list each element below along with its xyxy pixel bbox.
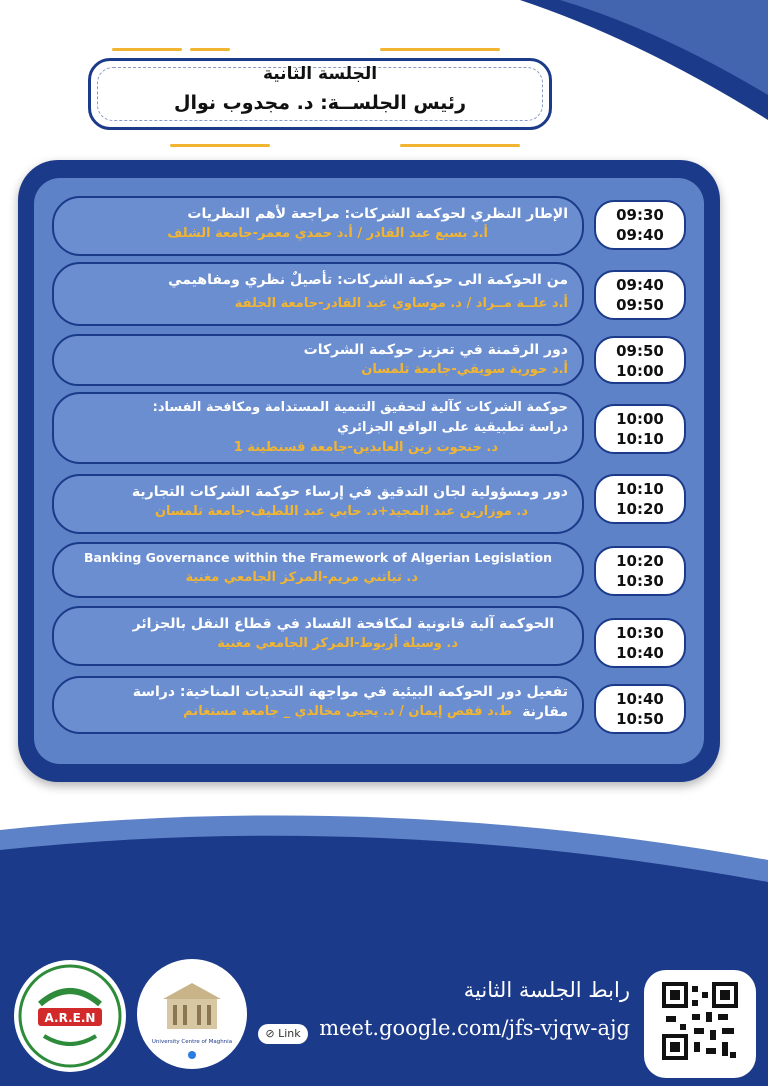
talk-item [52, 676, 584, 734]
time-end: 09:40 [616, 226, 664, 244]
talk-title: Banking Governance within the Framework of Algerian Legislation [84, 550, 552, 565]
talk-authors: ط.د قفص إيمان / د. يحيى مخالدي _ جامعة مستغانم [183, 704, 513, 719]
university-logo [134, 956, 250, 1072]
session-title: الجلسة الثانية [262, 64, 378, 84]
talk-authors: د. موزارين عبد المجيد+د. حابي عبد اللطيف-جامعة تلمسان [154, 504, 528, 519]
time-start: 10:30 [616, 624, 664, 642]
talk-title: تفعيل دور الحوكمة البيئية في مواجهة التحديات المناخية: دراسة [132, 684, 568, 700]
qr-code-box[interactable] [644, 970, 756, 1078]
meet-url-link[interactable]: meet.google.com/jfs-vjqw-ajg [319, 1016, 630, 1040]
time-start: 09:50 [616, 342, 664, 360]
time-slot [594, 618, 686, 668]
session-link-label: رابط الجلسة الثانية [463, 978, 630, 1002]
time-end: 10:00 [616, 362, 664, 380]
header-line-mid-top [190, 48, 230, 51]
time-start: 09:40 [616, 276, 664, 294]
time-end: 10:30 [616, 572, 664, 590]
time-slot [594, 546, 686, 596]
talk-title: دور ومسؤولية لجان التدقيق في إرساء حوكمة الشركات التجارية [131, 484, 568, 500]
talk-item [52, 606, 584, 666]
talk-title: حوكمة الشركات كآلية لتحقيق التنمية المستدامة ومكافحة الفساد: [152, 400, 568, 415]
header-line-right-top [380, 48, 500, 51]
talk-item [52, 334, 584, 386]
qr-code-icon [644, 970, 756, 1078]
talk-authors: أ.د حورية سويقي-جامعة تلمسان [361, 362, 568, 377]
link-badge-label: Link [278, 1027, 301, 1040]
time-slot [594, 684, 686, 734]
talk-title: من الحوكمة الى حوكمة الشركات: تأصيلٌ نظري ومفاهيمي [168, 272, 568, 288]
link-icon: ⊘ [265, 1027, 275, 1040]
talk-authors: د. تياتني مريم-المركز الجامعي مغنية [185, 570, 418, 585]
header-line-left-top [112, 48, 182, 51]
time-slot [594, 270, 686, 320]
time-end: 10:40 [616, 644, 664, 662]
talk-title: الحوكمة آلية قانونية لمكافحة الفساد في قطاع النقل بالجزائر [132, 616, 554, 632]
time-start: 10:10 [616, 480, 664, 498]
talk-title: دور الرقمنة في تعزيز حوكمة الشركات [303, 342, 568, 358]
talk-item [52, 262, 584, 326]
talk-line2 [68, 702, 568, 722]
time-slot [594, 404, 686, 454]
time-start: 10:20 [616, 552, 664, 570]
talk-authors: أ.د علــة مــراد / د. موساوي عبد القادر-جامعة الجلفة [234, 296, 568, 311]
talk-item [52, 542, 584, 598]
time-slot [594, 474, 686, 524]
aren-logo [14, 960, 126, 1072]
talk-authors: د. حنحوت زين العابدين-جامعة قسنطينة 1 [233, 440, 498, 455]
talk-authors: د. وسيلة أربوط-المركز الجامعي مغنية [217, 636, 458, 651]
talk-item [52, 474, 584, 534]
university-logo-text: University Centre of Maghnia [151, 1039, 233, 1045]
time-end: 10:10 [616, 430, 664, 448]
talk-title: الإطار النظري لحوكمة الشركات: مراجعة لأهم النظريات [187, 206, 568, 222]
talk-authors: أ.د بسبع عبد القادر / أ.د حمدي معمر-جامعة الشلف [167, 226, 488, 241]
time-start: 10:00 [616, 410, 664, 428]
time-start: 09:30 [616, 206, 664, 224]
talk-item [52, 392, 584, 464]
header-line-left-bottom [170, 144, 270, 147]
aren-logo-text: A.R.E.N [44, 1011, 96, 1025]
session-chair: رئيس الجلســة: د. مجدوب نوال [173, 92, 467, 114]
time-slot [594, 336, 686, 384]
time-start: 10:40 [616, 690, 664, 708]
link-badge[interactable] [258, 1024, 308, 1044]
time-slot [594, 200, 686, 250]
university-logo-graphic [137, 959, 247, 1069]
time-end: 09:50 [616, 296, 664, 314]
talk-item [52, 196, 584, 256]
header-line-right-bottom [400, 144, 520, 147]
time-end: 10:50 [616, 710, 664, 728]
time-end: 10:20 [616, 500, 664, 518]
talk-title-line2: مقارنة [522, 704, 568, 720]
talk-title-line2: دراسة تطبيقية على الواقع الجزائري [337, 420, 568, 435]
aren-logo-graphic [14, 960, 126, 1072]
